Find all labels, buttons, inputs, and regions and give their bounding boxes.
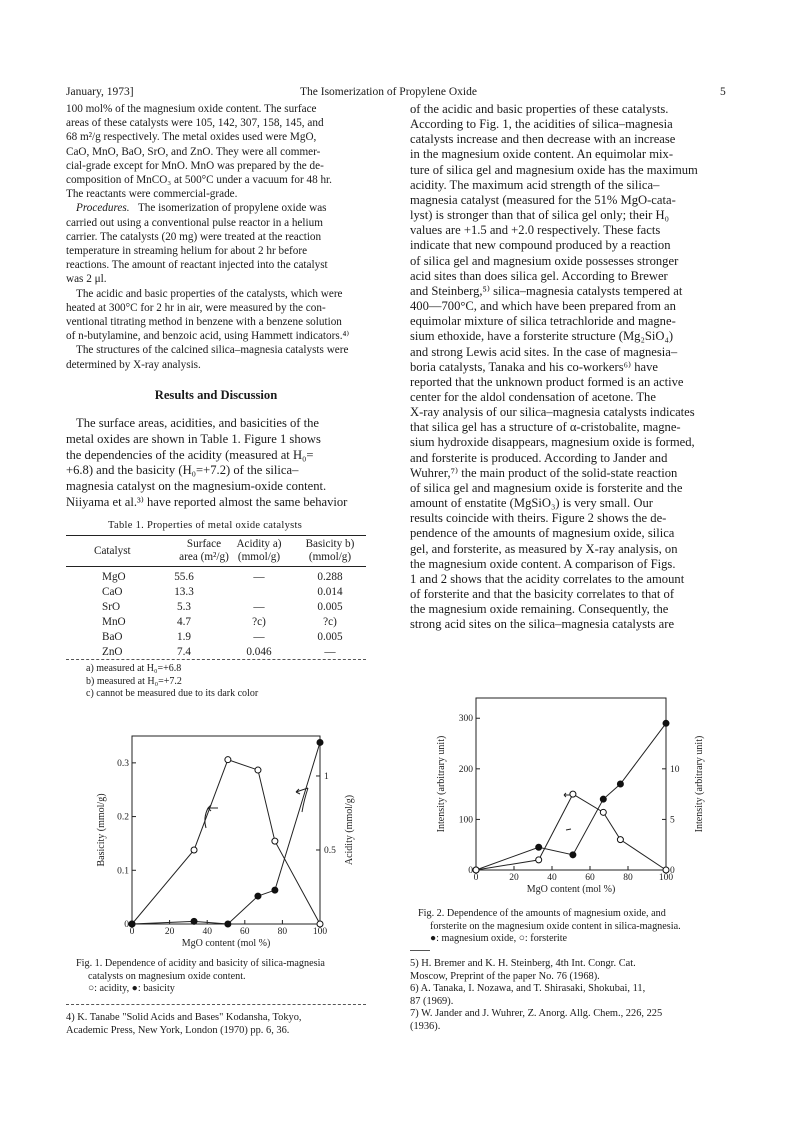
text-line: ventional titrating method in benzene with a benzene solution (66, 316, 342, 329)
cell-surface-area: 13.3 (174, 585, 194, 598)
cell-catalyst: ZnO (102, 645, 123, 658)
cell-acidity (224, 584, 294, 599)
text-line: boria catalysts, Tanaka and his co-workers⁶⁾ have (410, 359, 659, 374)
cell-surface-area: 4.7 (177, 615, 191, 628)
plot-frame (476, 698, 666, 870)
text-line: indicate that new compound produced by a reaction (410, 238, 671, 253)
cell-basicity: 0.014 (317, 585, 343, 598)
text-line: the magnesium oxide content. A comparison of Figs. (410, 556, 676, 571)
basicity-line (132, 742, 320, 924)
cell-catalyst: BaO (102, 630, 123, 643)
acidity-line (132, 760, 320, 924)
reference-line: (1936). (410, 1020, 441, 1032)
text-line: metal oxides are shown in Table 1. Figure 1 shows (66, 431, 321, 446)
text-line: was 2 μl. (66, 273, 107, 286)
text-line: catalysts increase and then decrease with an increase (410, 132, 676, 147)
figure-1-caption-line: catalysts on magnesium oxide content. (88, 970, 246, 982)
cell-catalyst: MnO (102, 615, 126, 628)
text-line: According to Fig. 1, the acidities of silica–magnesia (410, 117, 673, 132)
text-line: 400—700°C, and which have been prepared from an (410, 299, 676, 314)
table-header-basicity: Basicity b) (305, 538, 355, 550)
cell-basicity: 0.288 (317, 570, 343, 583)
forsterite-point (570, 791, 576, 797)
figure-2-caption-line: Fig. 2. Dependence of the amounts of magnesium oxide, and (418, 908, 666, 919)
properties-table (66, 569, 366, 659)
text-line: the dependencies of the acidity (measured at H₀= (66, 447, 314, 462)
basicity-point (129, 921, 135, 927)
text-line: magnesia catalyst (measured for the 51% MgO-cata- (410, 192, 676, 207)
cell-catalyst: CaO (102, 585, 123, 598)
procedures-rest (66, 216, 366, 287)
forsterite-point (536, 857, 542, 863)
cell-acidity: ?c) (252, 615, 266, 628)
text-line: magnesia catalyst on the magnesium-oxide content. (66, 479, 327, 494)
cell-catalyst: SrO (102, 600, 121, 613)
forsterite-line (476, 794, 666, 870)
forsterite-point (617, 837, 623, 843)
text-line: center for the aldol condensation of acetone. The (410, 389, 656, 404)
text-line: pendence of the amounts of magnesium oxide, silica (410, 526, 675, 541)
magnesium-oxide-point (600, 796, 606, 802)
procedures-paragraph (66, 201, 366, 286)
cell-surface-area: 1.9 (177, 630, 191, 643)
text-line: carrier. The catalysts (20 mg) were treated at the reaction (66, 230, 322, 243)
text-line: and strong Lewis acid sites. In the case of magnesia– (410, 344, 678, 359)
references-rule (410, 950, 430, 951)
forsterite-point (473, 867, 479, 873)
magnesium-oxide-point (536, 844, 542, 850)
text-line: in the magnesium oxide content. An equimolar mix- (410, 147, 674, 162)
y-tick-label: 0 (468, 866, 473, 876)
forsterite-point (600, 809, 606, 815)
y-tick-label: 200 (458, 764, 473, 775)
cell-acidity: — (253, 630, 265, 643)
structures-paragraph (66, 343, 366, 371)
reference-line: 5) H. Bremer and K. H. Steinberg, 4th Int. Congr. Cat. (410, 958, 636, 969)
x-tick-label: 0 (473, 873, 479, 883)
left-axis-label: Intensity (arbitrary unit) (436, 735, 447, 833)
text-line: that silica gel has a structure of α-cristobalite, magne- (410, 420, 681, 435)
text-line: acid sites than does silica gel. According to Brewer (410, 268, 668, 283)
y-tick-label: 300 (458, 714, 473, 725)
forsterite-arrow (566, 829, 571, 830)
text-line: amount of enstatite (MgSiO₃) is very small. Our (410, 496, 653, 511)
table-bottom-rule (66, 659, 366, 660)
footnote-rule (66, 1004, 366, 1005)
text-line: values are +1.5 and +2.0 respectively. These facts (410, 223, 661, 238)
x-tick-label: 20 (509, 873, 519, 883)
results-paragraph (66, 416, 366, 511)
left-column-text (66, 102, 366, 511)
text-line: carried out using a conventional pulse reactor in a helium (66, 216, 323, 229)
footnote-line: 4) K. Tanabe "Solid Acids and Bases" Kodansha, Tokyo, (66, 1012, 302, 1023)
text-line: composition of MnCO₃ at 500°C under a vacuum for 48 hr. (66, 174, 332, 187)
table-header-rule (66, 566, 366, 567)
text-line: Wuhrer,⁷⁾ the main product of the solid-state reaction (410, 465, 678, 480)
procedures-first-line: The isomerization of propylene oxide was (137, 202, 327, 215)
text-line: sium hydroxide disappears, magnesium oxide is formed, (410, 435, 695, 450)
running-header-date: January, 1973] (66, 86, 134, 98)
table-caption: Table 1. Properties of metal oxide catalysts (108, 520, 303, 531)
y-tick-label: 0.2 (117, 812, 129, 823)
figure-1-legend: ○: acidity, ●: basicity (88, 983, 175, 995)
text-line: The structures of the calcined silica–magnesia catalysts were (76, 344, 349, 357)
right-axis-label: Acidity (mmol/g) (344, 794, 355, 866)
x-tick-label: 100 (658, 873, 674, 883)
acidity-point (255, 767, 261, 773)
table-header-surface: Surface (186, 538, 222, 550)
forsterite-point (663, 867, 669, 873)
y2-tick-label: 0 (670, 866, 675, 876)
y-tick-label: 0.1 (117, 866, 129, 877)
text-line: cial-grade except for MnO. MnO was prepared by the de- (66, 159, 324, 172)
table-header-acidity: Acidity a) (236, 538, 282, 550)
y2-tick-label: 0.5 (324, 845, 336, 856)
text-line: CaO, MnO, BaO, SrO, and ZnO. They were all commer- (66, 145, 321, 158)
cell-surface-area: 7.4 (177, 645, 191, 658)
text-line: Niiyama et al.³⁾ have reported almost the same behavior (66, 495, 348, 510)
acidity-point (225, 757, 231, 763)
x-tick-label: 80 (277, 927, 288, 937)
running-header-title: The Isomerization of Propylene Oxide (300, 86, 477, 98)
text-line: of forsterite and that the basicity correlates to that of (410, 587, 675, 601)
text-line: c) cannot be measured due to its dark color (86, 688, 259, 700)
figure-1 (90, 728, 370, 952)
table-body (66, 569, 366, 659)
table-header-basicity-unit: (mmol/g) (308, 551, 352, 563)
figure-2-caption-line: forsterite on the magnesium oxide content in silica-magnesia. (430, 920, 681, 932)
x-axis-label: MgO content (mol %) (181, 938, 271, 949)
cell-acidity: — (253, 570, 265, 583)
mgo-arrow (564, 793, 570, 797)
procedures-label: Procedures. (76, 202, 130, 215)
cell-catalyst: MgO (102, 570, 126, 583)
materials-paragraph (66, 102, 366, 201)
figure-2 (430, 690, 710, 902)
text-line: strong acid sites on the silica–magnesia catalysts are (410, 617, 675, 632)
figure-1-caption-line: Fig. 1. Dependence of acidity and basicity of silica-magnesia (76, 958, 325, 969)
table-row (66, 644, 366, 659)
text-line: areas of these catalysts were 105, 142, 307, 158, 145, and (66, 117, 324, 130)
page-number: 5 (720, 86, 726, 98)
x-tick-label: 20 (164, 927, 175, 937)
text-line: The reactants were commercial-grade. (66, 188, 238, 201)
basicity-point (272, 887, 278, 893)
acidity-point (317, 921, 323, 927)
table-header-acidity-unit: (mmol/g) (237, 551, 281, 563)
cell-acidity: 0.046 (246, 645, 272, 658)
left-axis-label: Basicity (mmol/g) (96, 793, 107, 867)
y-tick-label: 100 (458, 815, 473, 826)
references (410, 958, 732, 1034)
x-tick-label: 40 (202, 927, 212, 937)
text-line: The acidic and basic properties of the catalysts, which were (76, 287, 343, 300)
text-line: the magnesium oxide remaining. Consequently, the (410, 602, 669, 617)
table-row (66, 629, 366, 644)
x-tick-label: 60 (585, 873, 595, 883)
figure-1-caption (76, 958, 366, 996)
text-line: ture of silica gel and magnesium oxide has the maximum (410, 162, 698, 177)
reference-line: 6) A. Tanaka, I. Nozawa, and T. Shirasaki, Shokubai, 11, (410, 983, 646, 995)
x-tick-label: 60 (240, 927, 250, 937)
basicity-point (191, 918, 197, 924)
right-axis-label: Intensity (arbitrary unit) (694, 735, 705, 833)
table-top-rule (66, 535, 366, 536)
text-line: of n-butylamine, and benzoic acid, using Hammett indicators.⁴⁾ (66, 330, 350, 343)
text-line: heated at 300°C for 2 hr in air, were measured by the con- (66, 301, 326, 314)
text-line: 100 mol% of the magnesium oxide content. The surface (66, 103, 317, 115)
y-tick-label: 0.3 (117, 758, 129, 769)
text-line: and Steinberg,⁵⁾ silica–magnesia catalysts tempered at (410, 283, 683, 298)
text-line: acidity. The maximum acid strength of the silica– (410, 177, 660, 192)
text-line: 68 m²/g respectively. The metal oxides used were MgO, (66, 131, 317, 144)
magnesium-oxide-point (663, 720, 669, 726)
basicity-point (317, 739, 323, 745)
cell-basicity: 0.005 (317, 600, 343, 613)
cell-surface-area: 5.3 (177, 600, 191, 613)
text-line: temperature in streaming helium for about 2 hr before (66, 245, 308, 258)
text-line: and forsterite is produced. According to Jander and (410, 450, 668, 465)
section-title: Results and Discussion (154, 387, 278, 402)
table-footnotes (86, 663, 366, 701)
text-line: lyst) is stronger than that of silica gel only; their H₀ (410, 208, 670, 223)
text-line: 1 and 2 shows that the acidity correlates to the amount (410, 571, 685, 586)
text-line: determined by X-ray analysis. (66, 358, 201, 371)
acidity-point (191, 847, 197, 853)
footnote-line: Academic Press, New York, London (1970) pp. 6, 36. (66, 1024, 290, 1036)
text-line: reported that the unknown product formed is an active (410, 374, 684, 389)
x-tick-label: 100 (312, 927, 328, 937)
cell-basicity: ?c) (323, 615, 337, 628)
reference-line: 7) W. Jander and J. Wuhrer, Z. Anorg. Allg. Chem., 226, 225 (410, 1008, 663, 1020)
table-row (66, 599, 366, 614)
text-line: +6.8) and the basicity (H₀=+7.2) of the silica– (66, 463, 299, 478)
text-line: reactions. The amount of reactant injected into the catalyst (66, 259, 328, 272)
x-axis-label: MgO content (mol %) (526, 884, 616, 895)
x-tick-label: 0 (129, 927, 135, 937)
magnesium-oxide-point (570, 852, 576, 858)
x-tick-label: 40 (547, 873, 557, 883)
reference-line: 87 (1969). (410, 995, 454, 1007)
table-row (66, 569, 366, 584)
cell-basicity: 0.005 (317, 630, 343, 643)
y2-tick-label: 1 (324, 771, 329, 782)
y2-tick-label: 5 (670, 815, 675, 826)
right-column-text (410, 102, 732, 632)
cell-acidity: — (253, 600, 265, 613)
acidity-point (272, 838, 278, 844)
figure-2-legend: ●: magnesium oxide, ○: forsterite (430, 933, 568, 945)
footnote-4 (66, 1012, 366, 1037)
acid-base-paragraph (66, 287, 366, 344)
reference-line: Moscow, Preprint of the paper No. 76 (1968). (410, 970, 600, 982)
text-line: equimolar mixture of silica tetrachloride and magne- (410, 314, 676, 329)
figure-2-caption (418, 908, 728, 946)
text-line: of the acidic and basic properties of these catalysts. (410, 102, 669, 116)
y-tick-label: 0 (124, 920, 129, 930)
text-line: of silica gel and magnesium oxide is forsterite and the (410, 480, 683, 495)
table-row (66, 614, 366, 629)
cell-basicity: — (324, 645, 336, 658)
basicity-point (255, 893, 261, 899)
text-line: results coincide with theirs. Figure 2 shows the de- (410, 511, 667, 526)
table-header-catalyst: Catalyst (94, 545, 131, 557)
y2-tick-label: 10 (670, 764, 680, 775)
table-header-area: area (m²/g) (179, 551, 229, 563)
text-line: of silica gel and magnesium oxide possesses stronger (410, 253, 679, 268)
text-line: The surface areas, acidities, and basicities of the (76, 416, 320, 431)
text-line: X-ray analysis of our silica–magnesia catalysts indicates (410, 405, 695, 420)
cell-surface-area: 55.6 (174, 570, 194, 583)
magnesium-oxide-point (617, 781, 623, 787)
x-tick-label: 80 (623, 873, 633, 883)
text-line: b) measured at H₀=+7.2 (86, 675, 182, 687)
basicity-point (225, 921, 231, 927)
text-line: a) measured at H₀=+6.8 (86, 663, 182, 674)
text-line: gel, and forsterite, as measured by X-ray analysis, on (410, 541, 678, 556)
text-line: sium ethoxide, have a forsterite structure (Mg₂SiO₄) (410, 329, 674, 344)
table-row (66, 584, 366, 599)
